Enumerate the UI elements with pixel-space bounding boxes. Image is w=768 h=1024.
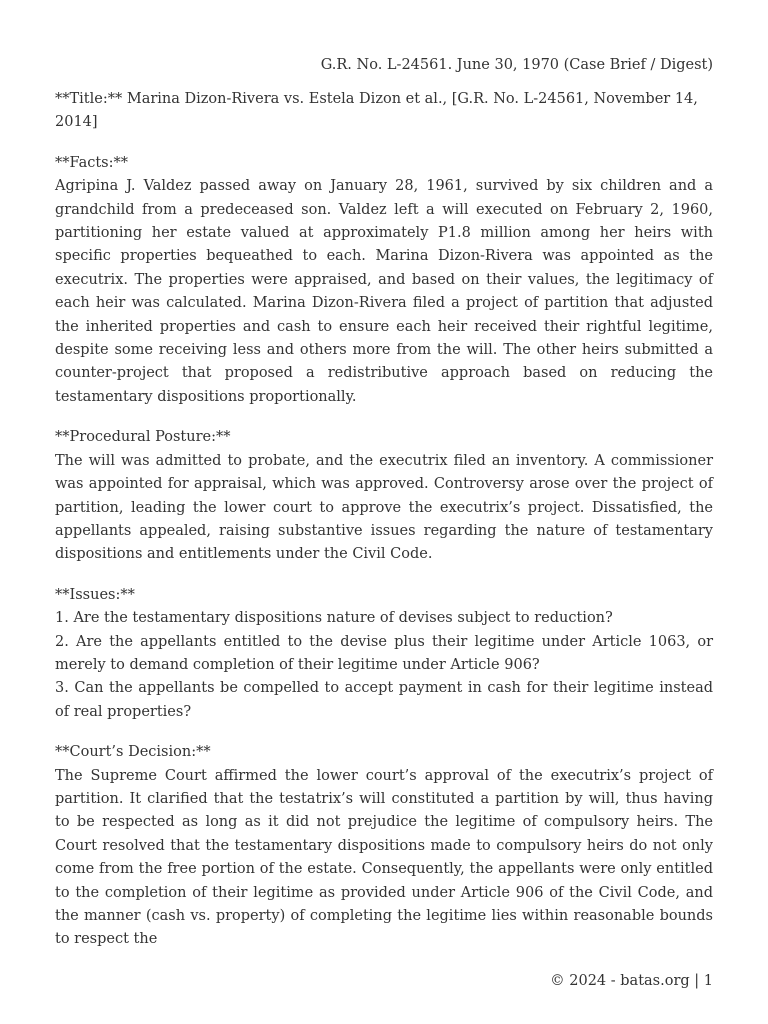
procedural-text: The will was admitted to probate, and the executrix filed an inventory. A commissioner was appointed for appraisal, which was approved. Controversy arose over the project of partition, leading the lower court to approve the executrix’s project. Dissatisfied, the appellants appealed, raising substantive issues regarding the nature of testamentary dispositions and entitlements under the Civil Code. bbox=[55, 452, 713, 563]
case-reference-header: G.R. No. L-24561. June 30, 1970 (Case Brief / Digest) bbox=[320, 57, 713, 73]
decision-heading: **Court’s Decision:** bbox=[55, 744, 211, 761]
issue-item: 2. Are the appellants entitled to the devise plus their legitime under Article 1063, or merely to demand completion of their legitime under Article 906? bbox=[55, 633, 713, 673]
decision-section bbox=[55, 741, 713, 952]
issues-section bbox=[55, 584, 713, 724]
issue-item: 1. Are the testamentary dispositions nature of devises subject to reduction? bbox=[55, 610, 613, 627]
document-page bbox=[55, 0, 713, 1024]
case-title: **Title:** Marina Dizon-Rivera vs. Estela Dizon et al., [G.R. No. L-24561, November 14, 2014] bbox=[55, 91, 698, 131]
issue-item: 3. Can the appellants be compelled to accept payment in cash for their legitime instead of real properties? bbox=[55, 680, 713, 720]
decision-text: The Supreme Court affirmed the lower court’s approval of the executrix’s project of partition. It clarified that the testatrix’s will constituted a partition by will, thus having to be respected as long as it did not prejudice the legitime of compulsory heirs. The Court resolved that the testamentary dispositions made to compulsory heirs do not only come from the free portion of the estate. Consequently, the appellants were only entitled to the completion of their legitime as provided under Article 906 of the Civil Code, and the manner (cash vs. property) of completing the legitime lies within reasonable bounds to respect the bbox=[55, 767, 713, 948]
document-body bbox=[55, 88, 713, 969]
facts-heading: **Facts:** bbox=[55, 154, 128, 171]
issues-heading: **Issues:** bbox=[55, 586, 135, 603]
title-block bbox=[55, 88, 713, 135]
procedural-heading: **Procedural Posture:** bbox=[55, 429, 231, 446]
facts-section bbox=[55, 152, 713, 409]
page-footer: © 2024 - batas.org | 1 bbox=[550, 973, 713, 989]
procedural-section bbox=[55, 426, 713, 566]
facts-text: Agripina J. Valdez passed away on January 28, 1961, survived by six children and a grandchild from a predeceased son. Valdez left a will executed on February 2, 1960, partitioning her estate valued at approximately P1.8 million among her heirs with specific properties bequeathed to each. Marina Dizon-Rivera was appointed as the executrix. The properties were appraised, and based on their values, the legitimacy of each heir was calculated. Marina Dizon-Rivera filed a project of partition that adjusted the inherited properties and cash to ensure each heir received their rightful legitime, despite some receiving less and others more from the will. The other heirs submitted a counter-project that proposed a redistributive approach based on reducing the testamentary dispositions proportionally. bbox=[55, 178, 713, 405]
